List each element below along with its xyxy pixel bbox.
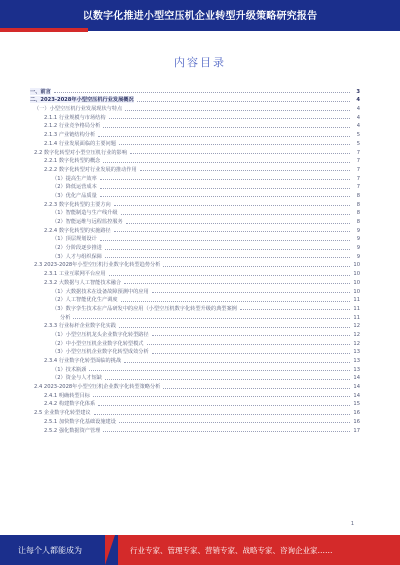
toc-entry[interactable] <box>30 347 360 356</box>
toc-entry-page: 10 <box>353 262 360 269</box>
toc-entry-title: （1）顶层规划设计 <box>52 236 97 243</box>
toc-entry-page: 12 <box>353 331 360 338</box>
toc-entry-title: （1）大数据技术在设备故障预测中的应用 <box>52 288 149 295</box>
toc-entry[interactable] <box>30 295 360 304</box>
toc-dot-leader <box>54 91 350 93</box>
toc-entry-page: 7 <box>356 158 360 165</box>
toc-entry[interactable] <box>30 242 360 251</box>
toc-entry-page: 11 <box>353 305 360 312</box>
toc-entry-page: 10 <box>353 271 360 278</box>
toc-entry-title: 二、2023-2028年小型空压机行业发展概况 <box>30 97 134 104</box>
toc-entry-page: 7 <box>356 175 360 182</box>
toc-entry-page: 15 <box>353 401 360 408</box>
toc-entry-page: 9 <box>356 236 360 243</box>
toc-dot-leader <box>109 117 350 119</box>
toc-entry[interactable] <box>30 164 360 173</box>
toc-entry-title: 2.4 2023-2028年小型空压机企业数字化转型策略分析 <box>34 384 161 391</box>
toc-entry[interactable] <box>30 373 360 382</box>
toc-entry-page: 4 <box>356 106 360 113</box>
toc-entry[interactable] <box>30 95 360 104</box>
toc-dot-leader <box>98 404 350 406</box>
toc-entry-page: 4 <box>356 97 360 104</box>
toc-entry-page: 4 <box>356 114 360 121</box>
toc-entry-page: 14 <box>353 375 360 382</box>
toc-dot-leader <box>137 100 350 102</box>
toc-entry-title: （1）智能制造与生产线升级 <box>52 210 118 217</box>
toc-entry[interactable] <box>30 277 360 286</box>
toc-dot-leader <box>103 430 350 432</box>
toc-dot-leader <box>140 169 350 171</box>
toc-entry[interactable] <box>30 121 360 130</box>
toc-dot-leader <box>163 265 350 267</box>
toc-dot-leader <box>119 421 350 423</box>
toc-entry[interactable] <box>30 190 360 199</box>
toc-entry-title: 2.3 2023-2028年小型空压机行业数字化转型趋势分析 <box>34 262 161 269</box>
toc-entry-page: 9 <box>356 227 360 234</box>
toc-entry[interactable] <box>30 268 360 277</box>
toc-entry-page: 10 <box>353 279 360 286</box>
toc-entry-page: 11 <box>353 314 360 321</box>
toc-entry-title: 2.5.1 加快数字化基础设施建设 <box>44 418 116 425</box>
toc-dot-leader <box>114 230 350 232</box>
header-accent-red <box>0 28 88 32</box>
toc-entry-title: 2.2.3 数字化转型的主要方向 <box>44 201 111 208</box>
toc-entry-page: 16 <box>353 410 360 417</box>
toc-dot-leader <box>105 248 350 250</box>
toc-entry[interactable] <box>30 329 360 338</box>
toc-dot-leader <box>125 109 350 111</box>
toc-entry-title: （3）人才与组织保障 <box>52 253 102 260</box>
toc-entry-title: 2.5 企业数字化转型建议 <box>34 410 91 417</box>
toc-entry-title: 2.1.3 产业链结构分析 <box>44 132 96 139</box>
toc-dot-leader <box>100 178 350 180</box>
toc-entry[interactable] <box>30 260 360 269</box>
toc-entry[interactable] <box>30 216 360 225</box>
table-of-contents <box>30 86 360 434</box>
toc-dot-leader <box>152 334 350 336</box>
toc-entry[interactable] <box>30 407 360 416</box>
toc-entry-page: 12 <box>353 340 360 347</box>
toc-entry-title: 2.3.4 行业数字化转型面临的挑战 <box>44 358 122 364</box>
toc-entry-page: 13 <box>353 366 360 373</box>
toc-entry-title: 2.4.1 明确转型目标 <box>44 392 90 399</box>
toc-entry[interactable] <box>30 138 360 147</box>
toc-entry-page: 7 <box>356 184 360 191</box>
toc-dot-leader <box>105 378 350 380</box>
toc-dot-leader <box>94 413 350 415</box>
report-title: 以数字化推进小型空压机企业转型升级策略研究报告 <box>82 11 318 22</box>
toc-entry-page: 10 <box>353 288 360 295</box>
toc-entry[interactable] <box>30 355 360 364</box>
toc-entry[interactable] <box>30 425 360 434</box>
toc-entry-page: 14 <box>353 384 360 391</box>
toc-entry-page: 16 <box>353 418 360 425</box>
toc-entry-page: 5 <box>356 132 360 139</box>
toc-dot-leader <box>124 282 350 284</box>
toc-entry[interactable] <box>30 338 360 347</box>
toc-entry-page: 13 <box>353 349 360 356</box>
toc-entry[interactable] <box>30 381 360 390</box>
toc-entry[interactable] <box>30 234 360 243</box>
toc-entry[interactable] <box>30 208 360 217</box>
toc-entry[interactable] <box>30 156 360 165</box>
toc-dot-leader <box>114 204 350 206</box>
toc-dot-leader <box>240 308 350 310</box>
toc-dot-leader <box>93 395 350 397</box>
toc-dot-leader <box>100 195 350 197</box>
toc-dot-leader <box>130 152 350 154</box>
toc-entry-title: （2）中小型空压机企业数字化转型模式 <box>52 340 144 347</box>
toc-entry-page: 8 <box>356 219 360 225</box>
toc-entry-page: 13 <box>353 358 360 364</box>
toc-entry-title: 2.5.2 强化数据资产管理 <box>44 427 101 434</box>
toc-entry-page: 3 <box>356 88 360 95</box>
toc-entry-page: 11 <box>353 297 360 304</box>
toc-entry-title: （1）小型空压机龙头企业数字化转型路径 <box>52 331 149 338</box>
toc-entry-title: 2.3.2 大数据与人工智能技术融合 <box>44 279 122 286</box>
toc-entry[interactable] <box>30 173 360 182</box>
toc-heading: 内容目录 <box>174 56 226 69</box>
toc-entry-page: 4 <box>356 123 360 130</box>
toc-entry[interactable] <box>30 416 360 425</box>
page-number: 1 <box>350 521 354 527</box>
toc-entry-title: （1）提高生产效率 <box>52 175 97 182</box>
toc-entry[interactable] <box>30 182 360 191</box>
toc-entry-page: 14 <box>353 392 360 399</box>
toc-dot-leader <box>100 187 350 189</box>
toc-entry-title: （1）技术瓶颈 <box>52 366 87 373</box>
header-bar <box>0 0 400 30</box>
toc-entry-page: 7 <box>356 149 360 156</box>
toc-entry-title: 2.2 数字化转型对小型空压机行业的影响 <box>34 149 127 156</box>
toc-entry-page: 8 <box>356 192 360 199</box>
toc-entry-title: 2.1.2 行业竞争格局分析 <box>44 123 101 130</box>
toc-entry-page: 12 <box>353 323 360 330</box>
toc-entry-title: 2.2.4 数字化转型的实施路径 <box>44 227 111 234</box>
toc-dot-leader <box>105 256 350 258</box>
toc-entry[interactable] <box>30 390 360 399</box>
toc-entry-page: 9 <box>356 245 360 252</box>
toc-dot-leader <box>124 361 350 363</box>
toc-entry[interactable] <box>30 286 360 295</box>
toc-entry-title: （3）数字孪生技术在产品研发中的应用（小型空压机数字化转型升级的典型案例 <box>52 305 237 312</box>
toc-dot-leader <box>119 143 350 145</box>
toc-entry[interactable] <box>30 112 360 121</box>
toc-entry-title: （2）人工智能优化生产调度 <box>52 297 118 304</box>
toc-entry-title: 分析 <box>60 314 71 321</box>
footer-bar <box>0 535 400 565</box>
toc-dot-leader <box>119 326 350 328</box>
toc-entry[interactable] <box>30 103 360 112</box>
footer-tagline: 行业专家、管理专家、营销专家、战略专家、咨询企业家…… <box>130 546 333 555</box>
toc-entry[interactable] <box>30 251 360 260</box>
toc-entry[interactable] <box>30 147 360 156</box>
toc-entry-page: 8 <box>356 210 360 217</box>
toc-dot-leader <box>100 239 350 241</box>
toc-dot-leader <box>152 291 350 293</box>
toc-dot-leader <box>103 126 350 128</box>
toc-dot-leader <box>98 135 350 137</box>
toc-entry-title: 2.4.2 构建数字化体系 <box>44 401 96 408</box>
toc-dot-leader <box>152 352 350 354</box>
toc-entry[interactable] <box>30 129 360 138</box>
toc-entry-title: 一、前言 <box>30 88 51 95</box>
toc-entry-title: 2.3.3 行业标杆企业数字化实践 <box>44 323 116 330</box>
toc-entry-page: 5 <box>356 140 360 147</box>
toc-entry[interactable] <box>30 199 360 208</box>
toc-entry-page: 9 <box>356 253 360 260</box>
toc-entry-page: 8 <box>356 201 360 208</box>
toc-dot-leader <box>103 161 350 163</box>
toc-entry-page: 17 <box>353 427 360 434</box>
toc-entry-title: 2.3.1 工业互联网平台应用 <box>44 271 106 278</box>
toc-entry[interactable] <box>30 399 360 408</box>
toc-entry-title: （2）分阶段逐步推进 <box>52 245 102 252</box>
toc-entry[interactable] <box>30 86 360 95</box>
toc-entry-title: （3）优化产品质量 <box>52 192 97 199</box>
toc-entry[interactable] <box>30 321 360 330</box>
toc-entry-page: 7 <box>356 166 360 173</box>
toc-dot-leader <box>109 274 350 276</box>
toc-dot-leader <box>126 222 350 224</box>
toc-entry-title: （2）资金与人才短缺 <box>52 375 102 382</box>
footer-slant-divider <box>105 535 115 565</box>
toc-dot-leader <box>121 300 350 302</box>
toc-entry-title: 2.2.1 数字化转型的概念 <box>44 158 101 165</box>
toc-entry-title: 2.1.4 行业发展面临的主要问题 <box>44 140 116 147</box>
toc-entry[interactable] <box>30 312 360 321</box>
toc-dot-leader <box>163 387 350 389</box>
toc-entry-title: （一）小型空压机行业发展现状与特点 <box>34 106 123 113</box>
toc-entry[interactable] <box>30 225 360 234</box>
toc-entry-title: （2）降低运营成本 <box>52 184 97 191</box>
toc-entry[interactable] <box>30 303 360 312</box>
toc-entry-title: （2）智能运维与远程监控服务 <box>52 219 123 225</box>
toc-entry-title: （3）小型空压机企业数字化转型成效分析 <box>52 349 149 356</box>
toc-entry-title: 2.1.1 行业规模与市场结构 <box>44 114 106 121</box>
toc-dot-leader <box>73 317 350 319</box>
toc-dot-leader <box>121 213 350 215</box>
toc-dot-leader <box>147 343 351 345</box>
toc-entry-title: 2.2.2 数字化转型对行业发展的推动作用 <box>44 166 137 173</box>
footer-slogan: 让每个人都能成为 <box>18 546 82 555</box>
toc-dot-leader <box>89 369 350 371</box>
header-accent-blue <box>88 29 400 31</box>
toc-entry[interactable] <box>30 364 360 373</box>
